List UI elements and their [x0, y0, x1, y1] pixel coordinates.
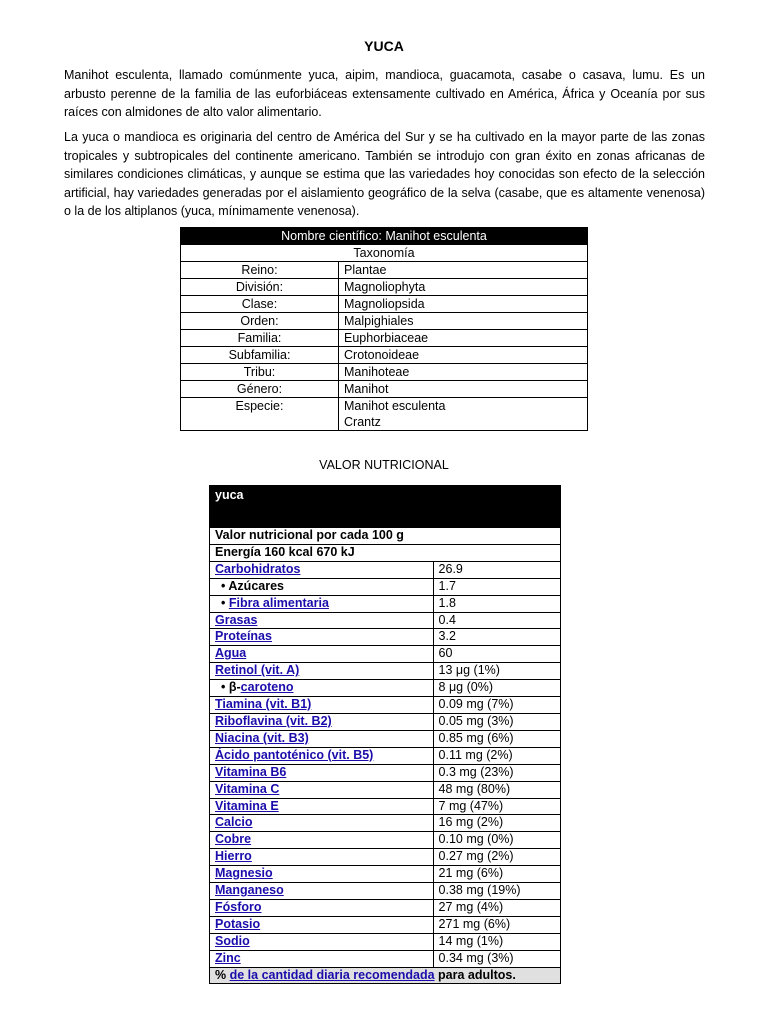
nutrient-link-sodio[interactable]: Sodio [215, 933, 250, 948]
nutrient-link-vitamina-e[interactable]: Vitamina E [215, 798, 279, 813]
taxonomy-row [181, 347, 588, 364]
nutrition-row [210, 883, 561, 900]
bullet: • [221, 595, 226, 610]
footer-prefix: % [215, 967, 227, 982]
nutrition-row [210, 680, 561, 697]
nutrient-value: 0.10 mg (0%) [433, 832, 560, 849]
nutrient-value: 0.4 [433, 612, 560, 629]
nutrition-row [210, 916, 561, 933]
nutrient-link-fosforo[interactable]: Fósforo [215, 899, 262, 914]
nutrient-value: 1.8 [433, 595, 560, 612]
bullet: • [221, 680, 226, 695]
nutrient-link-calcio[interactable]: Calcio [215, 815, 253, 830]
nutrient-link-hierro[interactable]: Hierro [215, 849, 252, 864]
taxonomy-value: Euphorbiaceae [339, 330, 588, 347]
nutrition-row [210, 832, 561, 849]
taxonomy-value: Crotonoideae [339, 347, 588, 364]
origin-paragraph: La yuca o mandioca es originaria del centro de América del Sur y se ha cultivado en la mayor parte de las zonas tropicales y subtropicales del continente americano. También se introdujo con gran éxito en zonas africanas de similares condiciones climáticas, y aunque se estima que las variedades hoy conocidas son efecto de la selección artificial, hay variedades generadas por el aislamiento geográfico de la selva (casabe, que es altamente venenosa) o la de los altiplanos (yuca, mínimamente venenosa). [64, 130, 705, 218]
nutrition-row [210, 646, 561, 663]
taxonomy-key: Reino: [181, 262, 339, 279]
nutrient-link-carbohidratos[interactable]: Carbohidratos [215, 561, 301, 576]
nutrition-per: Valor nutricional por cada 100 g [210, 528, 561, 545]
nutrient-value: 3.2 [433, 629, 560, 646]
nutrient-link-grasas[interactable]: Grasas [215, 612, 258, 627]
nutrition-row [210, 899, 561, 916]
nutrient-value: 7 mg (47%) [433, 798, 560, 815]
nutrient-link-vitamina-b6[interactable]: Vitamina B6 [215, 764, 287, 779]
taxonomy-value: Manihot [339, 381, 588, 398]
nutrition-row [210, 781, 561, 798]
taxonomy-value [339, 398, 588, 431]
nutrient-value: 21 mg (6%) [433, 866, 560, 883]
nutrient-link-pantotenico[interactable]: Ácido pantoténico (vit. B5) [215, 747, 374, 762]
taxonomy-value: Magnoliopsida [339, 296, 588, 313]
nutrient-value: 8 μg (0%) [433, 680, 560, 697]
nutrient-value: 0.3 mg (23%) [433, 764, 560, 781]
taxonomy-value-line1: Manihot esculenta [344, 399, 446, 413]
section-title: VALOR NUTRICIONAL [319, 458, 449, 472]
taxonomy-row [181, 279, 588, 296]
nutrition-row [210, 866, 561, 883]
nutrient-label: Azúcares [228, 578, 284, 593]
nutrient-value: 0.27 mg (2%) [433, 849, 560, 866]
intro-paragraph: Manihot esculenta, llamado comúnmente yuca, aipim, mandioca, guacamota, casabe o casava, lumu. Es un arbusto perenne de la familia de las euforbiáceas extensamente cultivado en América, África y Oceanía por sus raíces con almidones de alto valor alimentario. [64, 68, 705, 119]
nutrition-footer [210, 967, 561, 984]
nutrient-link-tiamina[interactable]: Tiamina (vit. B1) [215, 697, 312, 712]
nutrition-header: yuca [210, 486, 561, 528]
nutrient-value: 14 mg (1%) [433, 933, 560, 950]
nutrient-value: 13 μg (1%) [433, 663, 560, 680]
nutrition-table [209, 485, 561, 984]
taxonomy-row [181, 296, 588, 313]
nutrition-row [210, 950, 561, 967]
taxonomy-row [181, 364, 588, 381]
nutrient-link-fibra[interactable]: Fibra alimentaria [228, 595, 329, 610]
taxonomy-row [181, 313, 588, 330]
nutrient-link-riboflavina[interactable]: Riboflavina (vit. B2) [215, 713, 332, 728]
nutrition-row [210, 815, 561, 832]
nutrition-row [210, 697, 561, 714]
nutrition-row [210, 713, 561, 730]
nutrient-link-retinol[interactable]: Retinol (vit. A) [215, 663, 300, 678]
taxonomy-key: Género: [181, 381, 339, 398]
taxonomy-subheader: Taxonomía [181, 245, 588, 262]
taxonomy-value: Magnoliophyta [339, 279, 588, 296]
nutrient-link-agua[interactable]: Agua [215, 646, 247, 661]
nutrition-row [210, 612, 561, 629]
nutrient-link-vitamina-c[interactable]: Vitamina C [215, 781, 280, 796]
daily-value-link[interactable]: de la cantidad diaria recomendada [229, 967, 435, 982]
nutrition-row [210, 629, 561, 646]
nutrient-link-cobre[interactable]: Cobre [215, 832, 252, 847]
nutrition-row [210, 595, 561, 612]
nutrition-row [210, 578, 561, 595]
nutrition-row [210, 663, 561, 680]
footer-suffix: para adultos. [438, 967, 516, 982]
nutrient-value: 0.05 mg (3%) [433, 713, 560, 730]
nutrient-link-caroteno[interactable]: caroteno [240, 680, 294, 695]
nutrition-row [210, 730, 561, 747]
taxonomy-row [181, 262, 588, 279]
nutrient-value: 0.11 mg (2%) [433, 747, 560, 764]
taxonomy-row [181, 330, 588, 347]
nutrient-label: β- [228, 680, 241, 695]
nutrient-link-niacina[interactable]: Niacina (vit. B3) [215, 730, 309, 745]
taxonomy-key: Clase: [181, 296, 339, 313]
nutrient-value: 48 mg (80%) [433, 781, 560, 798]
nutrient-value: 60 [433, 646, 560, 663]
taxonomy-key: Especie: [181, 398, 339, 431]
taxonomy-value: Malpighiales [339, 313, 588, 330]
page-title: YUCA [364, 38, 404, 54]
taxonomy-value: Manihoteae [339, 364, 588, 381]
nutrient-value: 1.7 [433, 578, 560, 595]
taxonomy-key: Orden: [181, 313, 339, 330]
taxonomy-value: Plantae [339, 262, 588, 279]
nutrition-row [210, 933, 561, 950]
bullet: • [221, 578, 226, 593]
nutrition-row [210, 798, 561, 815]
nutrition-row [210, 747, 561, 764]
nutrient-value: 27 mg (4%) [433, 899, 560, 916]
nutrient-value: 271 mg (6%) [433, 916, 560, 933]
nutrient-link-potasio[interactable]: Potasio [215, 916, 261, 931]
nutrient-value: 0.34 mg (3%) [433, 950, 560, 967]
taxonomy-row [181, 398, 588, 431]
taxonomy-header: Nombre científico: Manihot esculenta [181, 228, 588, 245]
nutrient-value: 0.85 mg (6%) [433, 730, 560, 747]
nutrition-row [210, 849, 561, 866]
nutrient-value: 0.09 mg (7%) [433, 697, 560, 714]
taxonomy-key: División: [181, 279, 339, 296]
nutrition-energy: Energía 160 kcal 670 kJ [210, 544, 561, 561]
taxonomy-key: Familia: [181, 330, 339, 347]
taxonomy-row [181, 381, 588, 398]
nutrient-link-magnesio[interactable]: Magnesio [215, 866, 273, 881]
nutrient-value: 16 mg (2%) [433, 815, 560, 832]
nutrient-value: 26.9 [433, 561, 560, 578]
nutrient-link-manganeso[interactable]: Manganeso [215, 883, 284, 898]
nutrient-link-proteinas[interactable]: Proteínas [215, 629, 272, 644]
taxonomy-value-line2: Crantz [344, 415, 381, 429]
nutrition-row [210, 764, 561, 781]
taxonomy-key: Subfamilia: [181, 347, 339, 364]
taxonomy-table [180, 227, 588, 431]
nutrient-value: 0.38 mg (19%) [433, 883, 560, 900]
nutrient-link-zinc[interactable]: Zinc [215, 950, 241, 965]
taxonomy-key: Tribu: [181, 364, 339, 381]
nutrition-row [210, 561, 561, 578]
